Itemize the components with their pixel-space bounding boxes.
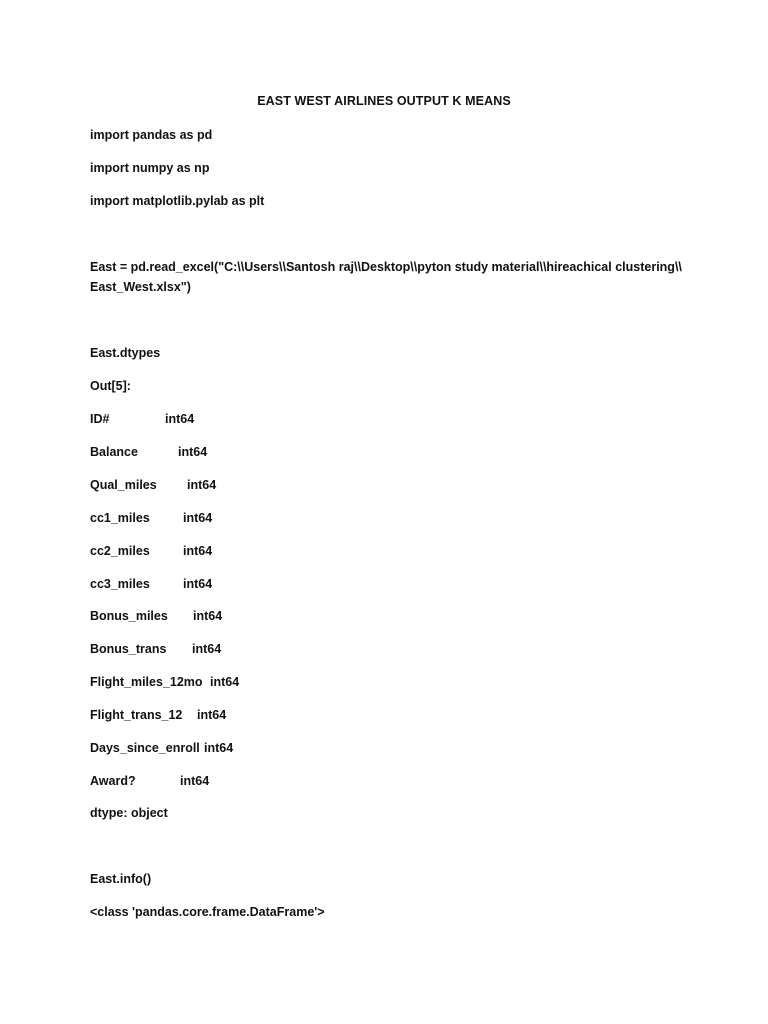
dtype-row [90,442,208,462]
dtype-column-type: int64 [193,609,223,623]
info-command: East.info() [90,872,152,886]
dtype-row [90,574,213,594]
dtype-row [90,606,223,626]
dtype-column-name: Bonus_trans [90,642,167,656]
dtype-column-type: int64 [183,511,213,525]
read-excel-line-2: East_West.xlsx") [90,280,191,294]
dtype-row [90,738,234,758]
dtype-column-type: int64 [183,577,213,591]
dtype-column-name: cc1_miles [90,511,150,525]
dtype-row [90,508,213,528]
dtype-column-type: int64 [180,774,210,788]
dtype-row [90,771,210,791]
dtype-column-name: Balance [90,445,138,459]
dtype-column-type: int64 [210,675,240,689]
dtype-column-name: Flight_miles_12mo [90,675,203,689]
dtype-row [90,475,217,495]
dtype-row [90,409,195,429]
dtype-column-name: Bonus_miles [90,609,168,623]
dtypes-command: East.dtypes [90,346,161,360]
dtype-column-type: int64 [183,544,213,558]
import-matplotlib-line: import matplotlib.pylab as plt [90,194,265,208]
import-pandas-line: import pandas as pd [90,128,213,142]
dtype-column-name: Flight_trans_12 [90,708,183,722]
dtype-column-name: ID# [90,412,110,426]
dtype-column-name: cc2_miles [90,544,150,558]
dtype-row [90,705,227,725]
dtype-column-type: int64 [178,445,208,459]
dtype-column-type: int64 [204,741,234,755]
import-numpy-line: import numpy as np [90,161,210,175]
dtype-row [90,639,222,659]
document-title: EAST WEST AIRLINES OUTPUT K MEANS [257,94,511,108]
dtype-column-name: Qual_miles [90,478,157,492]
dtype-column-type: int64 [192,642,222,656]
dtype-column-type: int64 [187,478,217,492]
class-line: <class 'pandas.core.frame.DataFrame'> [90,905,325,919]
dtype-row [90,541,213,561]
out-label: Out[5]: [90,379,131,393]
dtype-footer: dtype: object [90,806,168,820]
read-excel-line-1: East = pd.read_excel("C:\\Users\\Santosh raj\\Desktop\\pyton study material\\hireachical clustering\\ [90,260,682,274]
dtype-row [90,672,240,692]
dtype-column-type: int64 [165,412,195,426]
dtype-column-name: cc3_miles [90,577,150,591]
dtype-column-type: int64 [197,708,227,722]
dtype-column-name: Award? [90,774,136,788]
dtype-column-name: Days_since_enroll [90,741,200,755]
